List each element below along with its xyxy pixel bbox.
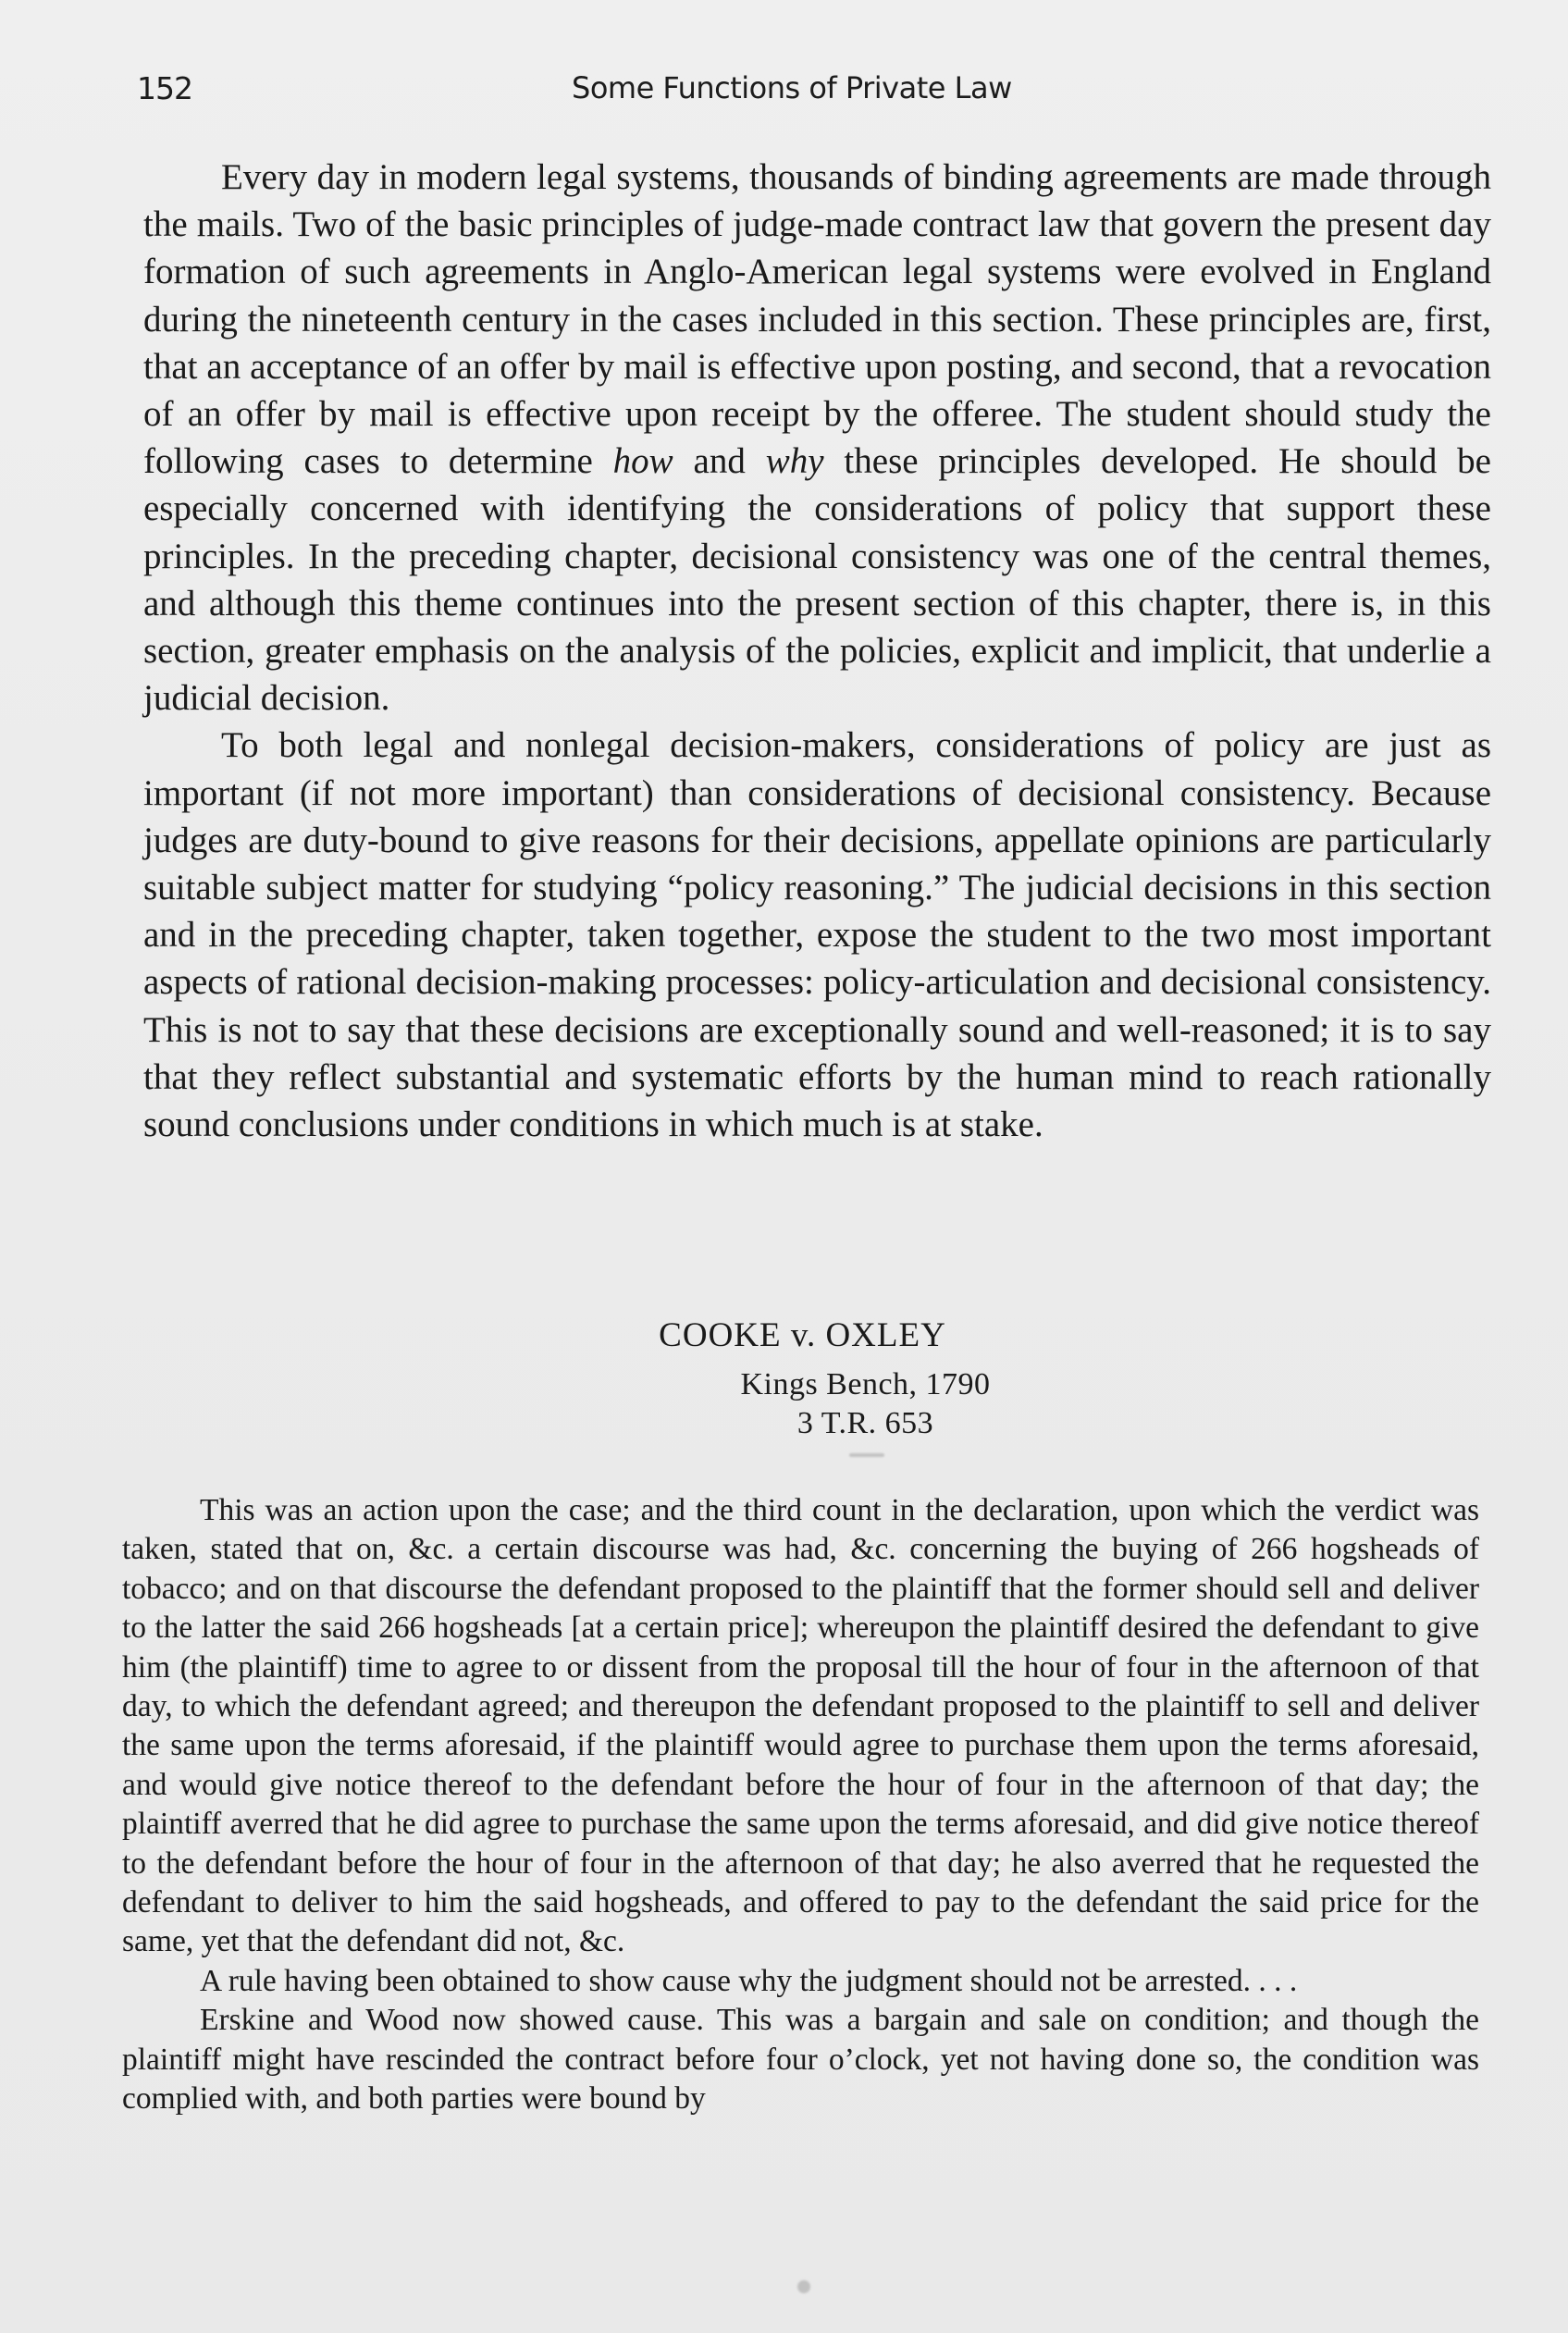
emphasis-how: how xyxy=(612,441,673,482)
case-citation: 3 T.R. 653 xyxy=(796,1406,934,1440)
scan-smudge xyxy=(849,1453,884,1457)
intro-text-span: and xyxy=(673,441,766,482)
intro-paragraph xyxy=(143,154,1491,722)
case-paragraph: Erskine and Wood now showed cause. This was a bargain and sale on condition; and though the plaintiff might have rescinded the contract before four o’clock, yet not having done so, the condition was complied with, and both parties were bound by xyxy=(122,2003,1479,2117)
intro-paragraph: To both legal and nonlegal decision-makers, considerations of policy are just as important (if not more important) than considerations of decisional consistency. Because judges are duty-bound to give reasons for their decisions, appellate opinions are particularly suitable subject matter for studying “policy reasoning.” The judicial decisions in this section and in the preceding chapter, taken together, expose the student to the two most important aspects of rational decision-making processes: policy-articulation and decisional consistency. This is not to say that these decisions are exceptionally sound and well-reasoned; it is to say that they reflect substantial and systematic efforts by the human mind to reach rationally sound conclusions under conditions in which much is at stake. xyxy=(143,725,1491,1145)
case-court: Kings Bench, 1790 xyxy=(740,1367,991,1401)
case-paragraph: A rule having been obtained to show cause why the judgment should not be arrested. . . . xyxy=(200,1963,1298,1998)
page-number: 152 xyxy=(137,70,192,106)
intro-text xyxy=(143,154,1491,1148)
running-head xyxy=(137,70,1491,117)
intro-text-span: these principles developed. He should be especially concerned with identifying the considerations of policy that support these principles. In the preceding chapter, decisional consistency was one of the central themes, and although this theme continues into the present section of this chapter, there is, in this section, greater emphasis on the analysis of the policies, explicit and implicit, that underlie a judicial decision. xyxy=(143,441,1491,719)
emphasis-why: why xyxy=(765,441,824,482)
case-paragraph: This was an action upon the case; and the third count in the declaration, upon which the verdict was taken, stated that on, &c. a certain discourse was had, &c. concerning the buying of 266 hogsheads of tobacco; and on that discourse the defendant proposed to the plaintiff that the former should sell and deliver to the latter the said 266 hogsheads [at a certain price]; whereupon the plaintiff desired the defendant to give him (the plaintiff) time to agree to or dissent from the proposal till the hour of four in the afternoon of that day, to which the defendant agreed; and thereupon the defendant proposed to the plaintiff to sell and deliver the same upon the terms aforesaid, if the plaintiff would agree to purchase them upon the terms aforesaid, and would give notice thereof to the defendant before the hour of four in the afternoon of that day; the plaintiff averred that he did agree to purchase the same upon the terms aforesaid, and did give notice thereof to the defendant before the hour of four in the afternoon of that day; he also averred that he requested the defendant to deliver to him the said hogsheads, and offered to pay to the defendant the said price for the same, yet that the defendant did not, &c. xyxy=(122,1493,1479,1959)
scan-smudge xyxy=(797,2280,810,2293)
intro-text-span: Every day in modern legal systems, thousands of binding agreements are made through the mails. Two of the basic principles of judge-made contract law that govern the present day formation of such agreements in Anglo-American legal systems were evolved in England during the nineteenth century in the cases included in this section. These principles are, first, that an acceptance of an offer by mail is effective upon posting, and second, that a revocation of an offer by mail is effective upon receipt by the offeree. The student should study the following cases to determine xyxy=(143,157,1491,482)
case-title: COOKE v. OXLEY xyxy=(659,1316,946,1354)
running-title: Some Functions of Private Law xyxy=(572,70,1012,105)
case-text xyxy=(122,1491,1479,2119)
